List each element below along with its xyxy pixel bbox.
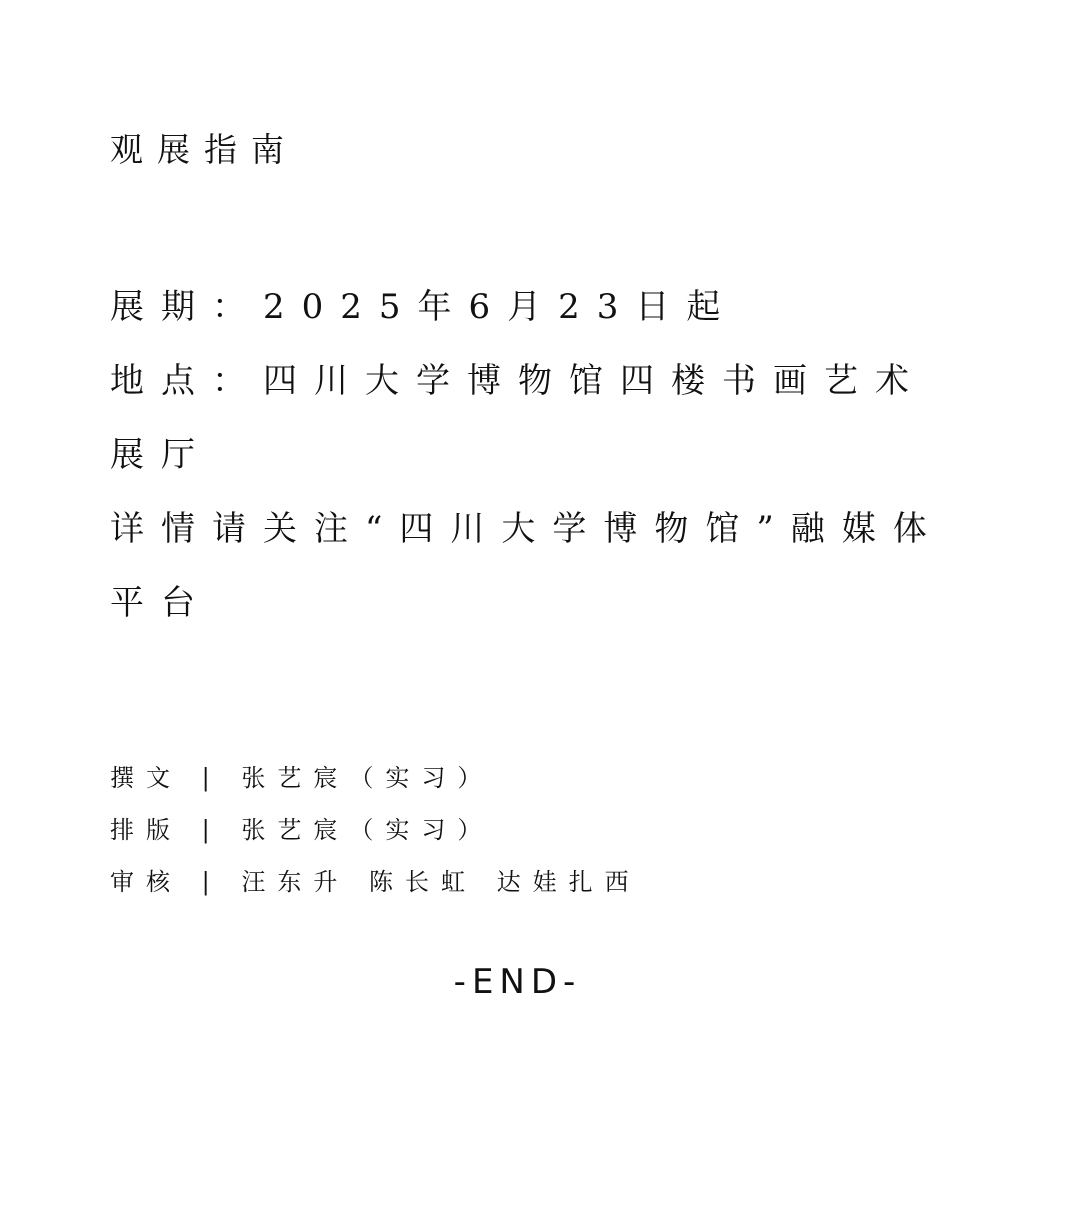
- follow-notice: 详情请关注“四川大学博物馆”融媒体平台: [110, 509, 944, 623]
- exhibition-location: 地点：四川大学博物馆四楼书画艺术展厅: [110, 361, 926, 475]
- review-credit: 审核 | 汪东升 陈长虹 达娃扎西: [110, 868, 641, 896]
- guide-heading: 观展指南: [110, 130, 298, 169]
- end-mark: -END-: [453, 962, 582, 1002]
- layout-credit: 排版 | 张艺宸（实习）: [110, 816, 494, 844]
- credits: [110, 752, 970, 908]
- exhibition-info: [110, 270, 970, 640]
- writer-credit: 撰文 | 张艺宸（实习）: [110, 764, 494, 792]
- exhibition-date: 展期：2025年6月23日起: [110, 287, 738, 327]
